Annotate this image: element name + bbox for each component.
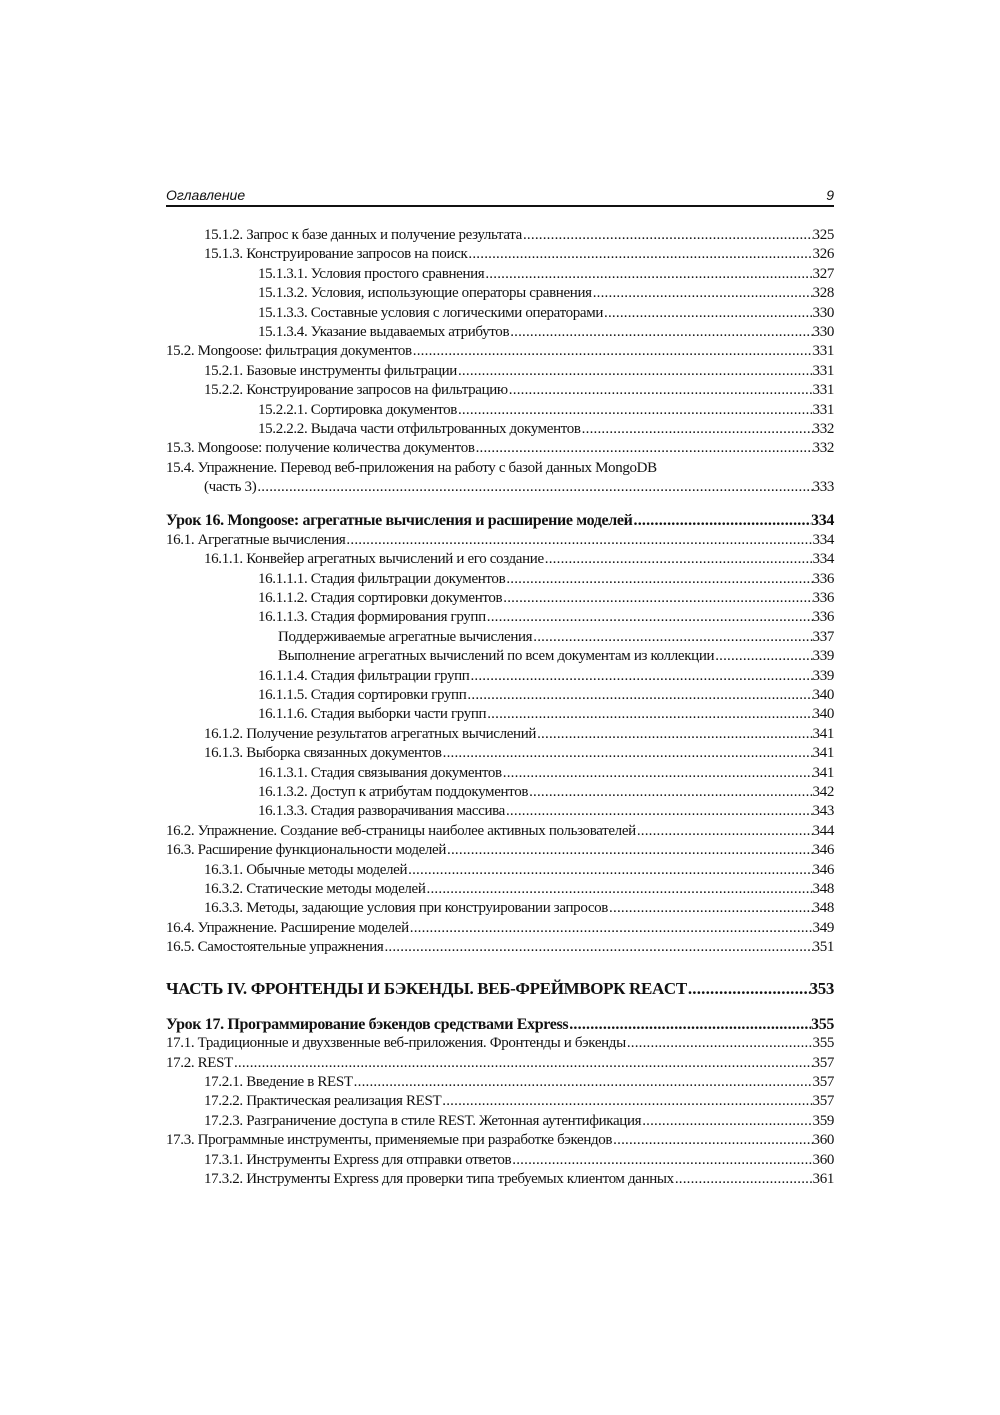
- dot-leader: [532, 628, 812, 647]
- dot-leader: [469, 667, 812, 686]
- toc-entry: [166, 1073, 834, 1092]
- toc-entry-title: Урок 17. Программирование бэкендов средствами Express: [166, 1015, 569, 1033]
- toc-entry-title: 15.1.3. Конструирование запросов на поиск: [204, 246, 468, 263]
- dot-leader: [457, 401, 813, 420]
- toc-entry-page: 326: [812, 246, 834, 263]
- toc-entry-page: 334: [812, 531, 834, 548]
- toc-entry-title: 15.1.3.1. Условия простого сравнения: [258, 265, 485, 282]
- dot-leader: [486, 608, 813, 627]
- toc-entry-title: 15.2.1. Базовые инструменты фильтрации: [204, 362, 457, 379]
- toc-entry: [166, 284, 834, 303]
- toc-entry: [166, 550, 834, 569]
- toc-entry-page: 355: [811, 1015, 834, 1033]
- toc-entry: [166, 861, 834, 880]
- dot-leader: [233, 1054, 813, 1073]
- toc-entry-page: 340: [812, 706, 834, 723]
- toc-entry-title: 15.1.2. Запрос к базе данных и получение результата: [204, 227, 522, 243]
- toc-entry-page: 344: [812, 822, 834, 839]
- toc-entry-page: 336: [812, 590, 834, 607]
- toc-entry: [166, 628, 834, 647]
- toc-entry: [166, 1170, 834, 1189]
- toc-entry-page: 337: [812, 628, 834, 645]
- dot-leader: [502, 589, 812, 608]
- dot-leader: [603, 304, 813, 323]
- dot-leader: [441, 1092, 812, 1111]
- toc-lesson-heading: [166, 511, 834, 530]
- toc-entry: [166, 531, 834, 550]
- toc-entry-title: 15.2. Mongoose: фильтрация документов: [166, 343, 412, 360]
- toc-entry-title: 16.1.1. Конвейер агрегатных вычислений и его создание: [204, 551, 544, 568]
- dot-leader: [409, 919, 813, 938]
- toc-entry-page: 357: [812, 1074, 834, 1091]
- toc-entry-title: 15.2.2. Конструирование запросов на фильтрацию: [204, 382, 508, 399]
- toc-entry-page: 331: [812, 343, 834, 360]
- toc-entry-page: 359: [812, 1112, 834, 1129]
- toc-entry-page: 339: [812, 667, 834, 684]
- toc-entry-title: 15.2.2.2. Выдача части отфильтрованных документов: [258, 420, 581, 437]
- dot-leader: [502, 764, 813, 783]
- toc-entry-page: 348: [812, 900, 834, 917]
- dot-leader: [484, 265, 812, 284]
- toc-entry: [166, 570, 834, 589]
- toc-entry: [166, 783, 834, 802]
- toc-entry-page: 357: [812, 1093, 834, 1110]
- toc-entry-title: 16.1.1.2. Стадия сортировки документов: [258, 590, 503, 607]
- dot-leader: [581, 420, 813, 439]
- toc-entry: [166, 381, 834, 400]
- toc-entry: [166, 478, 834, 497]
- toc-entry-page: 353: [809, 979, 834, 999]
- toc-entry-page: 355: [812, 1035, 834, 1052]
- toc-entry-page: 342: [812, 783, 834, 800]
- toc-entry: [166, 439, 834, 458]
- dot-leader: [442, 744, 813, 763]
- dot-leader: [626, 1034, 813, 1053]
- toc-entry-page: 349: [812, 919, 834, 936]
- toc-entry-page: 328: [812, 285, 834, 302]
- dot-leader: [505, 570, 812, 589]
- dot-leader: [508, 381, 813, 400]
- toc-entry: [166, 764, 834, 783]
- toc-entry: [166, 459, 834, 478]
- toc-entry-title: 16.1.3.3. Стадия разворачивания массива: [258, 803, 505, 820]
- dot-leader: [633, 511, 812, 530]
- toc-entry: [166, 802, 834, 821]
- toc-entry-page: 330: [812, 304, 834, 321]
- toc-entry: [166, 880, 834, 899]
- toc-entry: [166, 401, 834, 420]
- table-of-contents: [166, 226, 834, 1189]
- toc-entry-page: 336: [812, 609, 834, 626]
- toc-entry: [166, 589, 834, 608]
- toc-entry-title: 16.1.3. Выборка связанных документов: [204, 745, 442, 762]
- toc-entry-title: 16.1.1.1. Стадия фильтрации документов: [258, 570, 506, 587]
- toc-entry: [166, 938, 834, 957]
- toc-entry-title: 16.2. Упражнение. Создание веб-страницы наиболее активных пользователей: [166, 822, 636, 839]
- toc-entry-page: 341: [812, 745, 834, 762]
- toc-entry: [166, 1131, 834, 1150]
- dot-leader: [426, 880, 813, 899]
- toc-entry: [166, 1151, 834, 1170]
- toc-entry: [166, 725, 834, 744]
- toc-entry-page: 333: [812, 479, 834, 496]
- dot-leader: [536, 725, 812, 744]
- toc-entry: [166, 705, 834, 724]
- dot-leader: [528, 783, 812, 802]
- toc-entry: [166, 919, 834, 938]
- toc-entry-title: Выполнение агрегатных вычислений по всем документам из коллекции: [278, 648, 715, 665]
- toc-entry: [166, 265, 834, 284]
- toc-entry-title: 16.3.1. Обычные методы моделей: [204, 861, 408, 878]
- toc-entry: [166, 420, 834, 439]
- toc-entry-page: 348: [812, 880, 834, 897]
- toc-entry-page: 336: [812, 570, 834, 587]
- toc-entry: [166, 647, 834, 666]
- running-header: [166, 187, 834, 207]
- dot-leader: [674, 1170, 813, 1189]
- toc-entry-page: 327: [812, 265, 834, 282]
- toc-entry-title: ЧАСТЬ IV. ФРОНТЕНДЫ И БЭКЕНДЫ. ВЕБ-ФРЕЙМВОРК REACT: [166, 979, 687, 999]
- toc-entry-title: (часть 3): [204, 479, 257, 496]
- dot-leader: [345, 531, 812, 550]
- toc-entry: [166, 362, 834, 381]
- dot-leader: [636, 822, 813, 841]
- toc-entry-page: 331: [812, 362, 834, 379]
- running-header-title: Оглавление: [166, 187, 246, 203]
- toc-entry-title: 15.1.3.3. Составные условия с логическими операторами: [258, 304, 604, 321]
- toc-entry-page: 332: [812, 440, 834, 457]
- toc-entry: [166, 899, 834, 918]
- toc-entry: [166, 323, 834, 342]
- toc-entry-title: Поддерживаемые агрегатные вычисления: [278, 628, 533, 645]
- toc-entry: [166, 1112, 834, 1131]
- toc-entry-title: 15.1.3.4. Указание выдаваемых атрибутов: [258, 323, 510, 340]
- toc-entry: [166, 1034, 834, 1053]
- toc-entry-page: 351: [812, 939, 834, 956]
- toc-lesson-heading: [166, 1015, 834, 1034]
- dot-leader: [714, 647, 812, 666]
- toc-entry-title: 16.3. Расширение функциональности моделей: [166, 842, 447, 859]
- toc-entry-title: 16.1.2. Получение результатов агрегатных вычислений: [204, 725, 537, 742]
- toc-entry-page: 341: [812, 764, 834, 781]
- dot-leader: [612, 1131, 812, 1150]
- toc-entry-title: 15.4. Упражнение. Перевод веб-приложения на работу с базой данных MongoDB: [166, 459, 657, 476]
- toc-entry-page: 331: [812, 401, 834, 418]
- dot-leader: [256, 478, 812, 497]
- dot-leader: [511, 1151, 812, 1170]
- toc-entry-title: 16.3.2. Статические методы моделей: [204, 880, 426, 897]
- toc-entry: [166, 686, 834, 705]
- toc-entry-title: 16.1.3.2. Доступ к атрибутам поддокументов: [258, 783, 529, 800]
- dot-leader: [407, 861, 812, 880]
- dot-leader: [467, 245, 812, 264]
- dot-leader: [383, 938, 812, 957]
- toc-entry-page: 343: [812, 803, 834, 820]
- toc-entry-page: 346: [812, 842, 834, 859]
- toc-entry: [166, 304, 834, 323]
- dot-leader: [457, 362, 813, 381]
- toc-entry-page: 332: [812, 420, 834, 437]
- dot-leader: [475, 439, 813, 458]
- toc-entry-title: 15.2.2.1. Сортировка документов: [258, 401, 457, 418]
- toc-entry-title: 16.4. Упражнение. Расширение моделей: [166, 919, 409, 936]
- toc-entry: [166, 1092, 834, 1111]
- toc-entry-title: 16.1. Агрегатные вычисления: [166, 531, 346, 548]
- dot-leader: [466, 686, 812, 705]
- toc-entry-title: 16.1.1.3. Стадия формирования групп: [258, 609, 486, 626]
- toc-entry-title: 16.1.1.4. Стадия фильтрации групп: [258, 667, 470, 684]
- dot-leader: [353, 1073, 813, 1092]
- dot-leader: [592, 284, 813, 303]
- toc-entry-page: 346: [812, 861, 834, 878]
- toc-entry-page: 331: [812, 382, 834, 399]
- dot-leader: [509, 323, 812, 342]
- dot-leader: [608, 899, 813, 918]
- toc-entry-title: 16.1.3.1. Стадия связывания документов: [258, 764, 502, 781]
- toc-entry: [166, 1054, 834, 1073]
- toc-entry: [166, 342, 834, 361]
- dot-leader: [505, 802, 813, 821]
- toc-entry-page: 330: [812, 323, 834, 340]
- toc-entry-title: 16.3.3. Методы, задающие условия при конструировании запросов: [204, 900, 609, 917]
- toc-entry-title: 17.2. REST: [166, 1054, 233, 1071]
- toc-entry-page: 341: [812, 725, 834, 742]
- toc-entry-page: 325: [812, 227, 834, 243]
- toc-entry: [166, 667, 834, 686]
- dot-leader: [522, 226, 813, 245]
- page-number: 9: [826, 187, 834, 203]
- dot-leader: [486, 705, 812, 724]
- toc-entry-title: 16.1.1.6. Стадия выборки части групп: [258, 706, 487, 723]
- toc-entry: [166, 822, 834, 841]
- dot-leader: [687, 979, 810, 998]
- toc-entry-title: 17.2.1. Введение в REST: [204, 1074, 353, 1091]
- dot-leader: [412, 342, 813, 361]
- toc-entry-title: 17.1. Традиционные и двухзвенные веб-приложения. Фронтенды и бэкенды: [166, 1035, 626, 1052]
- toc-entry-title: 15.1.3.2. Условия, использующие операторы сравнения: [258, 285, 592, 302]
- toc-entry-page: 340: [812, 686, 834, 703]
- toc-entry-title: 17.3.2. Инструменты Express для проверки типа требуемых клиентом данных: [204, 1170, 674, 1187]
- toc-entry: [166, 744, 834, 763]
- toc-entry-title: 16.5. Самостоятельные упражнения: [166, 939, 384, 956]
- dot-leader: [641, 1112, 812, 1131]
- toc-entry-title: Урок 16. Mongoose: агрегатные вычисления и расширение моделей: [166, 512, 633, 530]
- dot-leader: [544, 550, 813, 569]
- toc-entry: [166, 841, 834, 860]
- toc-part-heading: [166, 979, 834, 998]
- toc-entry-page: 360: [812, 1132, 834, 1149]
- toc-entry-title: 16.1.1.5. Стадия сортировки групп: [258, 686, 467, 703]
- toc-entry-page: 334: [812, 551, 834, 568]
- toc-entry-page: 339: [812, 648, 834, 665]
- toc-entry-page: 334: [811, 512, 834, 530]
- toc-entry: [166, 608, 834, 627]
- toc-entry-title: 17.2.3. Разграничение доступа в стиле REST. Жетонная аутентификация: [204, 1112, 642, 1129]
- toc-entry-title: 17.3.1. Инструменты Express для отправки ответов: [204, 1151, 512, 1168]
- toc-entry-title: 17.3. Программные инструменты, применяемые при разработке бэкендов: [166, 1132, 613, 1149]
- toc-entry-title: 15.3. Mongoose: получение количества документов: [166, 440, 475, 457]
- dot-leader: [446, 841, 813, 860]
- toc-entry: [166, 245, 834, 264]
- dot-leader: [568, 1015, 811, 1034]
- toc-entry: [166, 226, 834, 245]
- toc-entry-page: 360: [812, 1151, 834, 1168]
- toc-entry-page: 357: [812, 1054, 834, 1071]
- toc-entry-title: 17.2.2. Практическая реализация REST: [204, 1093, 442, 1110]
- toc-entry-page: 361: [812, 1170, 834, 1187]
